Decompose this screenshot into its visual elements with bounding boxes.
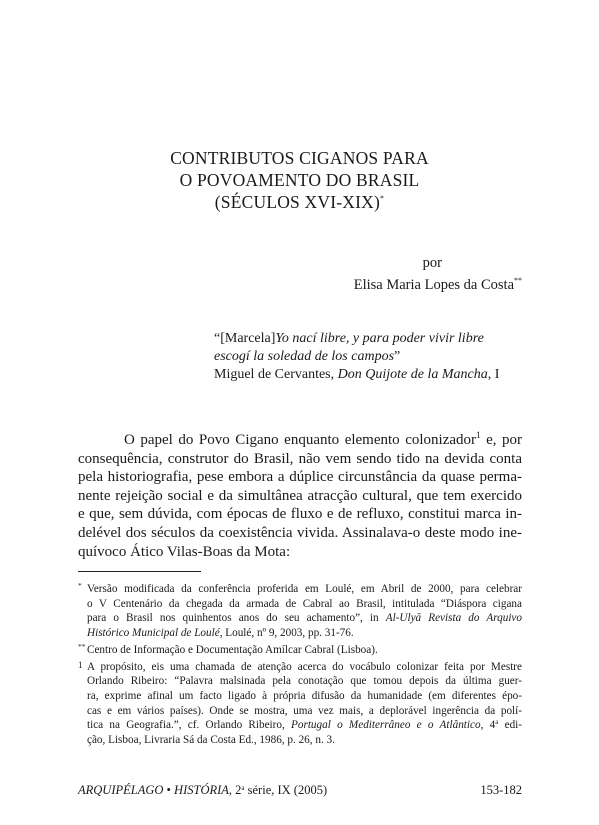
- footnote-star-line-1: Versão modificada da conferência proferida em Loulé, em Abril de 2000, para celebrar: [87, 583, 522, 595]
- footnote-star-journal-cont: Histórico Municipal de Loulé: [87, 627, 220, 640]
- footnote-star-line-3a: para o Brasil nos quinhentos anos do seu achamento”, in: [87, 612, 386, 625]
- body-line-3: pela historiografia, pese embora a dúplice circunstância da quase perma-: [78, 469, 522, 486]
- footnote-ref-1[interactable]: 1: [476, 430, 481, 440]
- footnote-1-line-5a: tica na Geografia.”, cf. Orlando Ribeiro,: [87, 719, 292, 732]
- footer-section: HISTÓRIA: [174, 783, 229, 797]
- title-line-3-text: (SÉCULOS XVI-XIX): [214, 192, 381, 212]
- author-name: Elisa Maria Lopes da Costa: [353, 277, 514, 293]
- epigraph-attrib-author: Miguel de Cervantes,: [214, 367, 338, 382]
- title-line-2: O POVOAMENTO DO BRASIL: [179, 170, 420, 190]
- footer-journal: ARQUIPÉLAGO: [78, 783, 164, 797]
- epigraph-attrib-work: Don Quijote de la Mancha: [337, 367, 488, 382]
- footer-page-range: 153-182: [480, 783, 522, 797]
- epigraph: [214, 330, 499, 384]
- footnote-double-star-text: Centro de Informação e Documentação Amílcar Cabral (Lisboa).: [87, 643, 378, 656]
- footnote-1-line-2: Orlando Ribeiro: “Palavra malsinada pela conotação que tomou depois da última guer-: [87, 675, 522, 688]
- byline-por: por: [422, 255, 442, 271]
- epigraph-line-1: [214, 330, 499, 348]
- footnote-1-line-1: A propósito, eis uma chamada de atenção acerca do vocábulo colonizar feita por Mestre: [87, 660, 522, 673]
- footnote-star-marker: *: [78, 581, 82, 590]
- footnote-double-star: [78, 643, 522, 658]
- epigraph-attrib-part: , I: [487, 367, 500, 382]
- body-line-5: e que, sem dúvida, com épocas de fluxo e de refluxo, constitui marca in-: [78, 506, 522, 523]
- footnote-star-line-3: [87, 611, 522, 626]
- footnote-star-line-4b: , Loulé, nº 9, 2003, pp. 31-76.: [219, 627, 354, 640]
- epigraph-close: ”: [394, 349, 401, 364]
- epigraph-quote-2: escogí la soledad de los campos: [214, 349, 395, 364]
- footnotes: [78, 582, 522, 750]
- epigraph-attribution: [214, 366, 499, 384]
- footer-series-num: , 2: [228, 783, 242, 797]
- title-footnote-marker[interactable]: *: [380, 194, 385, 203]
- article-title: [0, 147, 599, 213]
- footnote-1-line-6: ção, Lisboa, Livraria Sá da Costa Ed., 1986, p. 26, n. 3.: [87, 734, 335, 747]
- footnote-1-line-5d: edi-: [498, 719, 522, 732]
- epigraph-quote-1: Yo nací libre, y para poder vivir libre: [275, 331, 484, 346]
- title-line-1: CONTRIBUTOS CIGANOS PARA: [170, 148, 429, 168]
- footnote-1-edition-sup: a: [495, 718, 499, 727]
- footnote-1-line-5c: , 4: [480, 719, 496, 732]
- footnote-separator: [78, 571, 201, 572]
- footer-bullet: •: [163, 783, 175, 797]
- body-line-6: delével dos séculos da coexistência vivida. Assinalava-o deste modo ine-: [78, 524, 522, 541]
- body-line-2: consequência, construtor do Brasil, não vem sendo tido na devida conta: [78, 450, 522, 467]
- body-line-1: [78, 431, 522, 450]
- body-line-4: nente rejeição social e da simultânea atracção cultural, que tem exercido: [78, 487, 522, 504]
- author-byline: [354, 252, 522, 296]
- footnote-1-line-5: [87, 718, 522, 733]
- footnote-star-journal: Al-Ulyā Revista do Arquivo: [385, 612, 522, 625]
- footnote-1-marker: 1: [78, 659, 83, 670]
- footnote-double-star-marker: **: [78, 641, 86, 651]
- footnote-1: [78, 660, 522, 748]
- footer-series-rest: série, IX (2005): [244, 783, 328, 797]
- body-line-7: quívoco Ático Vilas-Boas da Mota:: [78, 543, 291, 560]
- epigraph-open: “[Marcela]: [214, 331, 276, 346]
- footnote-1-line-3: ra, exprime afinal um facto ligado à própria difusão da humanidade (em diferentes épo-: [87, 689, 522, 702]
- footnote-star-line-2: o V Centenário da chegada da armada de Cabral ao Brasil, intitulada “Diáspora cigana: [87, 597, 522, 610]
- footer-citation: [78, 782, 327, 798]
- footnote-star-line-4: [87, 626, 522, 641]
- body-paragraph: [78, 431, 522, 561]
- footnote-1-line-4: cas e em vários países). Onde se mostra, uma vez mais, a deplorável ingerência da polí-: [87, 704, 522, 717]
- author-footnote-marker[interactable]: **: [514, 276, 522, 285]
- title-line-3: [0, 191, 599, 213]
- body-line-1b: e, por: [480, 432, 523, 448]
- body-line-1a: O papel do Povo Cigano enquanto elemento colonizador: [124, 432, 477, 448]
- epigraph-line-2: [214, 348, 499, 366]
- footnote-1-book-title: Portugal o Mediterrâneo e o Atlântico: [291, 719, 481, 732]
- footnote-star: [78, 582, 522, 641]
- footer-series-sup: a: [241, 784, 245, 792]
